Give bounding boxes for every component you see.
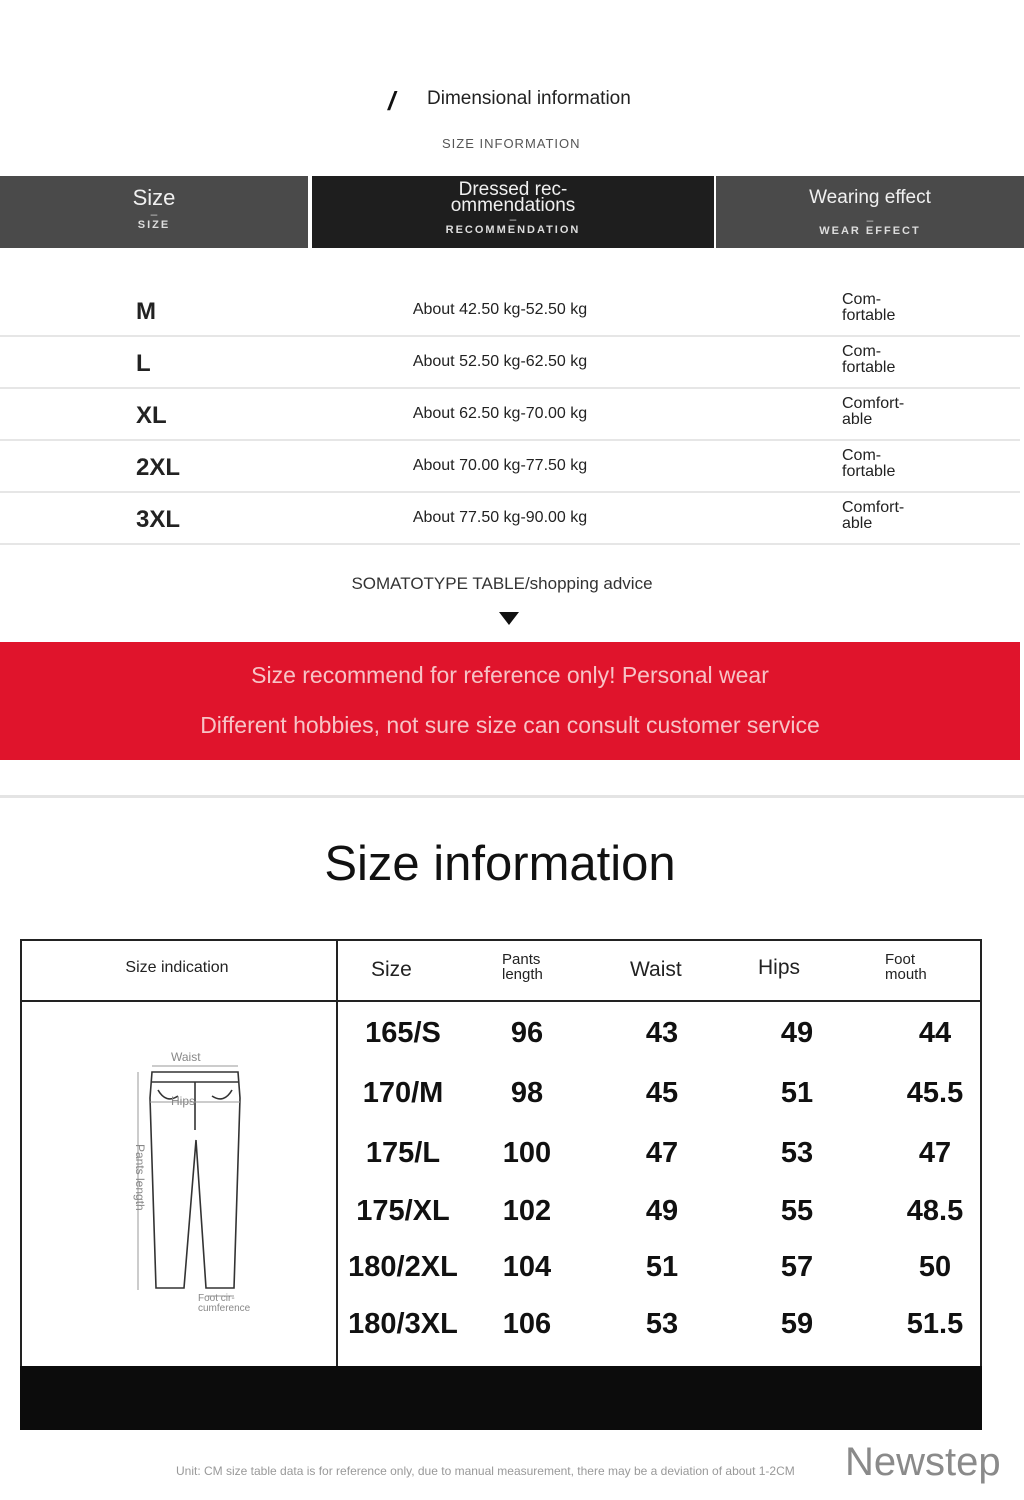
- size-indication-label: Size indication: [125, 959, 229, 976]
- table-header-divider: [20, 1000, 982, 1002]
- size-table-cell: 44: [918, 1017, 952, 1049]
- row-weight: About 77.50 kg-90.00 kg: [412, 509, 588, 526]
- col-header-size: Size: [371, 958, 412, 981]
- unit-footnote: Unit: CM size table data is for reference only, due to manual measurement, there may be a deviation of about 1-2CM: [176, 1464, 795, 1478]
- diagram-label-pants-length: Pants length: [133, 1144, 147, 1211]
- size-table-cell: 53: [645, 1308, 679, 1340]
- header-recommendation: [312, 176, 714, 248]
- header-recommendation-sub: RECOMMENDATION: [445, 224, 581, 236]
- header-size-dash: –: [150, 207, 158, 221]
- size-table-cell: 45.5: [906, 1077, 964, 1109]
- size-table-cell: 55: [780, 1195, 814, 1227]
- recommend-row-xl: [0, 388, 1020, 441]
- size-table-cell: 102: [502, 1195, 552, 1227]
- row-weight: About 70.00 kg-77.50 kg: [412, 457, 588, 474]
- size-table-cell: 48.5: [906, 1195, 964, 1227]
- row-size: XL: [136, 402, 167, 429]
- size-table-cell: 104: [502, 1251, 552, 1283]
- recommend-row-2xl: [0, 440, 1020, 493]
- header-size: [0, 176, 308, 248]
- size-table-cell: 180/3XL: [348, 1308, 458, 1340]
- diagram-label-hips: Hips: [171, 1094, 196, 1108]
- recommend-row-m: [0, 284, 1020, 337]
- header-recommendation-main: Dressed rec-ommendations: [450, 179, 576, 216]
- row-effect: Com-fortable: [842, 291, 896, 324]
- header-wear-effect-main: Wearing effect: [809, 187, 931, 208]
- row-size: 3XL: [136, 506, 181, 533]
- col-header-waist: Waist: [630, 958, 682, 981]
- size-table-cell: 57: [780, 1251, 814, 1283]
- col-header-pants-length: Pants length: [502, 951, 543, 983]
- row-size: 2XL: [136, 454, 181, 481]
- diagram-label-foot: Foot cir-cumference: [198, 1293, 251, 1314]
- row-effect: Com-fortable: [842, 447, 896, 480]
- title-slash: /: [388, 86, 396, 116]
- size-table-cell: 47: [918, 1137, 952, 1169]
- header-size-main: Size: [132, 185, 176, 210]
- brand-watermark: Newstep: [845, 1440, 1001, 1484]
- diagram-label-waist: Waist: [171, 1050, 201, 1064]
- size-table-cell: 170/M: [362, 1077, 444, 1109]
- row-size: L: [136, 350, 151, 377]
- size-table-cell: 49: [645, 1195, 679, 1227]
- notice-line-2: Different hobbies, not sure size can consult customer service: [200, 712, 820, 738]
- notice-banner: [0, 642, 1020, 760]
- col-header-foot-mouth: Foot mouth: [885, 951, 927, 983]
- size-table-cell: 50: [918, 1251, 952, 1283]
- size-table-cell: 59: [780, 1308, 814, 1340]
- size-table-cell: 100: [502, 1137, 552, 1169]
- somatotype-label: SOMATOTYPE TABLE/shopping advice: [351, 574, 653, 593]
- row-effect: Comfort-able: [842, 499, 905, 532]
- col-header-hips: Hips: [758, 956, 801, 979]
- size-table-cell: 53: [780, 1137, 814, 1169]
- size-table-cell: 175/L: [365, 1137, 441, 1169]
- size-table-cell: 98: [510, 1077, 544, 1109]
- size-table-cell: 47: [645, 1137, 679, 1169]
- section-divider: [0, 795, 1024, 798]
- notice-line-1: Size recommend for reference only! Personal wear: [251, 662, 769, 688]
- table-footer-bar: [20, 1366, 982, 1430]
- size-table-cell: 51.5: [906, 1308, 964, 1340]
- recommend-row-l: [0, 336, 1020, 389]
- size-table-cell: 45: [645, 1077, 679, 1109]
- size-table-cell: 96: [510, 1017, 544, 1049]
- header-wear-effect: [716, 176, 1024, 248]
- size-table-cell: 106: [502, 1308, 552, 1340]
- size-table-cell: 165/S: [365, 1017, 441, 1049]
- dimensional-title: Dimensional information: [427, 88, 631, 109]
- recommend-row-3xl: [0, 492, 1020, 545]
- size-table-cell: 180/2XL: [348, 1251, 458, 1283]
- right-pocket: [212, 1090, 232, 1099]
- row-weight: About 62.50 kg-70.00 kg: [412, 405, 588, 422]
- header-wear-effect-dash: –: [866, 213, 874, 227]
- row-size: M: [136, 298, 156, 325]
- size-table-cell: 51: [645, 1251, 679, 1283]
- row-effect: Comfort-able: [842, 395, 905, 428]
- row-effect: Com-fortable: [842, 343, 896, 376]
- header-size-sub: SIZE: [137, 219, 171, 231]
- dimensional-subtitle: SIZE INFORMATION: [442, 136, 581, 151]
- size-table-cell: 49: [780, 1017, 814, 1049]
- size-table-cell: 51: [780, 1077, 814, 1109]
- size-table-cell: 175/XL: [356, 1195, 450, 1227]
- header-wear-effect-sub: WEAR EFFECT: [819, 225, 921, 237]
- header-recommendation-dash: –: [509, 212, 517, 226]
- size-table-cell: 43: [645, 1017, 679, 1049]
- row-weight: About 42.50 kg-52.50 kg: [412, 301, 588, 318]
- down-triangle-icon: [499, 612, 519, 625]
- size-information-title: Size information: [324, 837, 676, 891]
- row-weight: About 52.50 kg-62.50 kg: [412, 353, 588, 370]
